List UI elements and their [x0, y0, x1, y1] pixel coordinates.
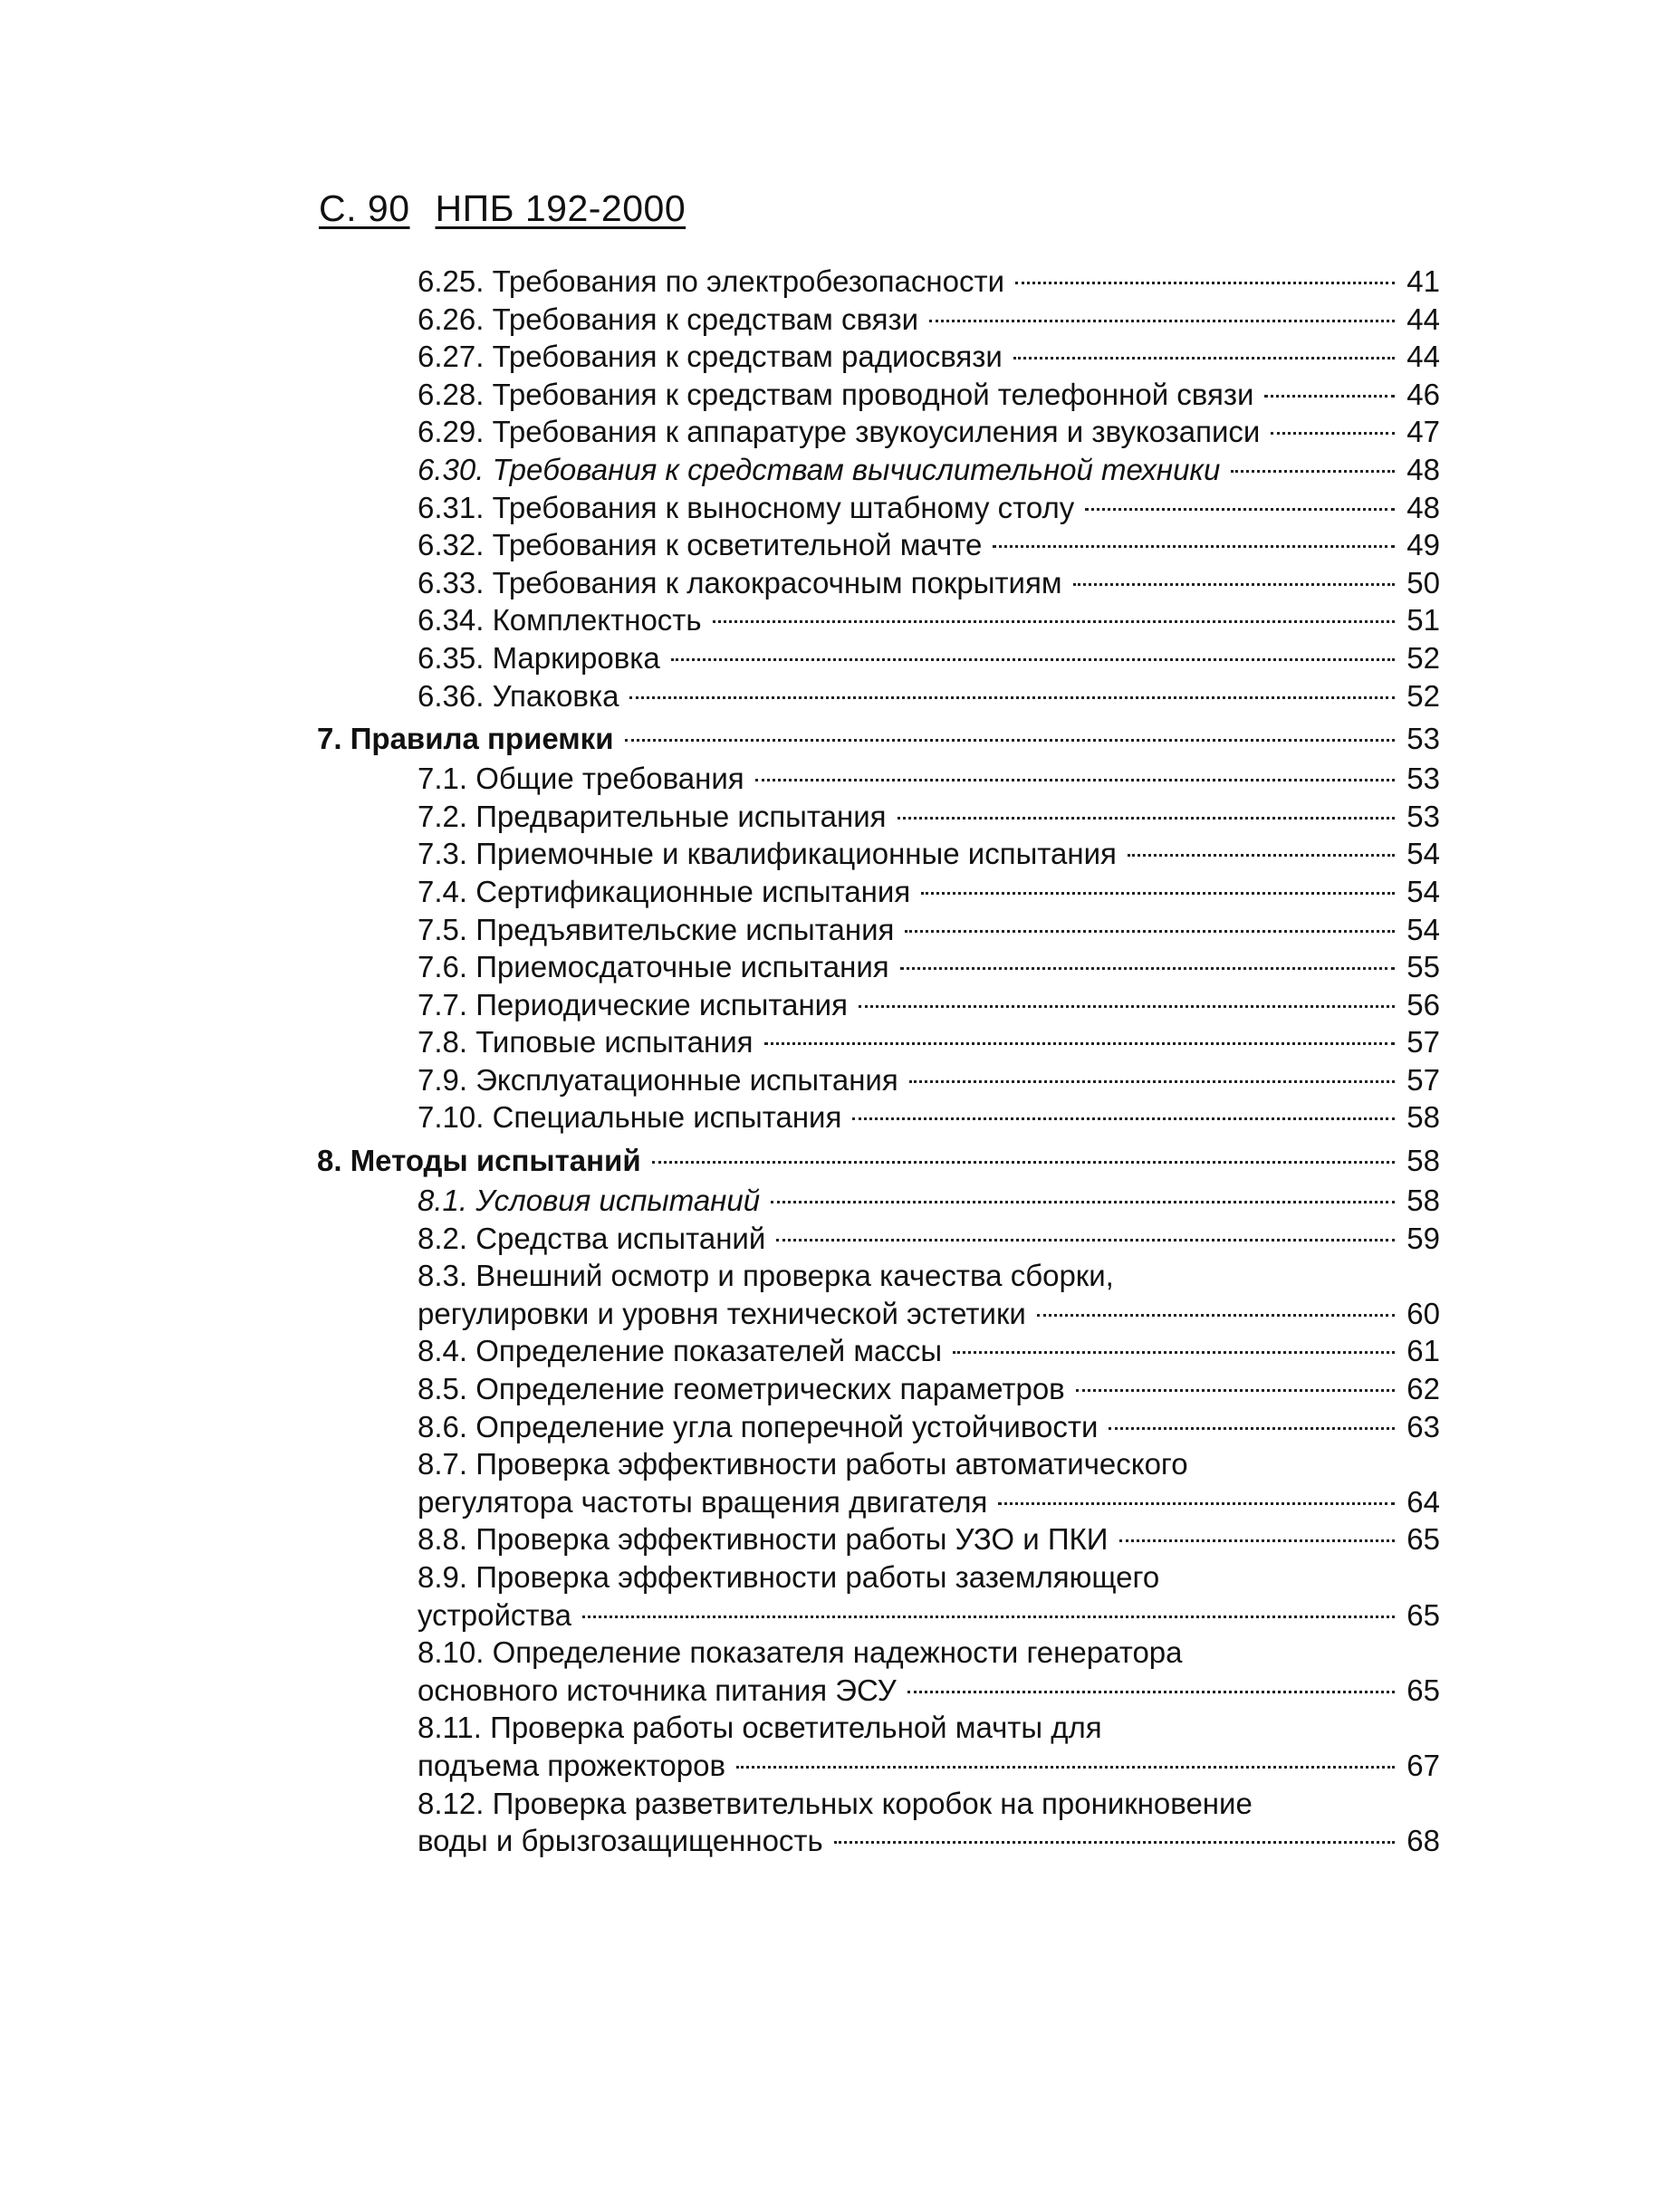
- toc-entry-title: 6.27. Требования к средствам радиосвязи: [418, 340, 1003, 374]
- dot-leader: [713, 620, 1395, 623]
- toc-page-number: 50: [1406, 565, 1440, 599]
- toc-page-number: 53: [1406, 762, 1440, 796]
- toc-page-number: 53: [1406, 799, 1440, 833]
- toc-entry-title: 8. Методы испытаний: [317, 1144, 641, 1178]
- toc-entry: [418, 1370, 1440, 1408]
- toc-entry-title: 6.35. Маркировка: [418, 640, 660, 675]
- toc-page-number: 68: [1406, 1824, 1440, 1858]
- toc-row: [0, 1445, 1680, 1483]
- toc-page-number: 62: [1406, 1372, 1440, 1406]
- toc-page-number: 51: [1406, 603, 1440, 638]
- dot-leader: [625, 739, 1396, 742]
- toc-row: [0, 1709, 1680, 1747]
- toc-entry: [418, 1332, 1440, 1370]
- toc-entry-title: 6.29. Требования к аппаратуре звукоусиления и звукозаписи: [418, 415, 1261, 449]
- toc-entry: [418, 1672, 1440, 1710]
- dot-leader: [764, 1042, 1396, 1045]
- toc-entry-title: устройства: [418, 1597, 572, 1632]
- toc-entry: [317, 1139, 1440, 1182]
- toc-entry-title: 7.5. Предъявительские испытания: [418, 912, 895, 946]
- dot-leader: [1085, 508, 1395, 511]
- toc-entry: [418, 1520, 1440, 1558]
- toc-row: [0, 639, 1680, 677]
- toc-entry: [418, 489, 1440, 527]
- dot-leader: [998, 1502, 1395, 1505]
- toc-entry-title: 7.4. Сертификационные испытания: [418, 874, 911, 908]
- toc-entry: [418, 1220, 1440, 1258]
- dot-leader: [929, 320, 1395, 322]
- toc-page-number: 46: [1406, 377, 1440, 411]
- toc-entry-title: 7.3. Приемочные и квалификационные испытания: [418, 837, 1117, 871]
- toc-page-number: 48: [1406, 490, 1440, 524]
- toc-page-number: 48: [1406, 452, 1440, 486]
- toc-row: [0, 677, 1680, 715]
- toc-entry-title: 6.32. Требования к осветительной мачте: [418, 528, 983, 562]
- dot-leader: [582, 1616, 1395, 1618]
- toc-entry: [418, 263, 1440, 301]
- toc-entry-title: 7.1. Общие требования: [418, 762, 744, 796]
- toc-entry: [418, 677, 1440, 715]
- toc-page-number: 54: [1406, 874, 1440, 908]
- toc-row: [0, 911, 1680, 949]
- toc-entry: [418, 1098, 1440, 1136]
- toc-row: [0, 1483, 1680, 1521]
- toc-row: [0, 760, 1680, 798]
- toc-section-row: [0, 1136, 1680, 1182]
- toc-entry-title: 7.2. Предварительные испытания: [418, 799, 887, 833]
- toc-page-number: 49: [1406, 528, 1440, 562]
- toc-entry-title: 8.5. Определение геометрических параметров: [418, 1372, 1065, 1406]
- toc-entry-title: 8.6. Определение угла поперечной устойчивости: [418, 1409, 1099, 1443]
- toc-row: [0, 263, 1680, 301]
- dot-leader: [909, 1080, 1395, 1083]
- toc-page-number: 56: [1406, 987, 1440, 1021]
- toc-entry: [418, 1596, 1440, 1635]
- toc-entry-title: 8.2. Средства испытаний: [418, 1221, 766, 1255]
- toc-entry-title: 8.7. Проверка эффективности работы автоматического: [418, 1447, 1188, 1481]
- toc-entry-title: основного источника питания ЭСУ: [418, 1673, 897, 1707]
- toc-row: [0, 1182, 1680, 1220]
- toc-page-number: 58: [1406, 1100, 1440, 1135]
- toc-entry-title: 7.9. Эксплуатационные испытания: [418, 1062, 898, 1097]
- toc-entry: [418, 1483, 1440, 1521]
- toc-entry: [418, 1023, 1440, 1061]
- toc-page-number: 63: [1406, 1409, 1440, 1443]
- page-number: С. 90: [319, 187, 410, 229]
- dot-leader: [671, 658, 1395, 661]
- toc-entry: [418, 338, 1440, 376]
- toc-entry: [418, 1182, 1440, 1220]
- dot-leader: [900, 967, 1395, 970]
- toc-entry-title: 8.8. Проверка эффективности работы УЗО и ПКИ: [418, 1522, 1109, 1557]
- toc-page-number: 52: [1406, 640, 1440, 675]
- toc-row: [0, 301, 1680, 339]
- toc-entry-title: 7.10. Специальные испытания: [418, 1100, 842, 1135]
- toc-row: [0, 835, 1680, 873]
- toc-entry: [418, 413, 1440, 451]
- toc-entry: [418, 564, 1440, 602]
- toc-section-row: [0, 714, 1680, 760]
- toc-entry: [418, 1257, 1114, 1295]
- toc-entry-title: 6.31. Требования к выносному штабному столу: [418, 490, 1075, 524]
- dot-leader: [652, 1161, 1395, 1164]
- toc-entry-title: регулировки и уровня технической эстетики: [418, 1296, 1026, 1330]
- toc-row: [0, 564, 1680, 602]
- toc-page-number: 61: [1406, 1334, 1440, 1368]
- dot-leader: [953, 1351, 1395, 1354]
- dot-leader: [1109, 1427, 1395, 1430]
- toc-page-number: 54: [1406, 837, 1440, 871]
- toc-page-number: 44: [1406, 340, 1440, 374]
- toc-page-number: 41: [1406, 264, 1440, 298]
- toc-entry: [418, 911, 1440, 949]
- toc-page-number: 60: [1406, 1296, 1440, 1330]
- toc-entry-title: воды и брызгозащищенность: [418, 1824, 823, 1858]
- toc-entry: [418, 526, 1440, 564]
- dot-leader: [898, 817, 1395, 820]
- toc-row: [0, 1558, 1680, 1596]
- dot-leader: [1231, 470, 1395, 473]
- dot-leader: [1264, 395, 1395, 398]
- toc-page-number: 58: [1406, 1144, 1440, 1178]
- dot-leader: [907, 1691, 1395, 1693]
- toc-entry: [418, 451, 1440, 489]
- toc-entry: [418, 601, 1440, 639]
- toc-entry: [418, 1709, 1102, 1747]
- toc-entry-title: 8.1. Условия испытаний: [418, 1184, 761, 1218]
- toc-page-number: 65: [1406, 1522, 1440, 1557]
- toc-entry: [418, 376, 1440, 414]
- toc-entry: [418, 798, 1440, 836]
- toc-entry-title: 8.4. Определение показателей массы: [418, 1334, 943, 1368]
- toc-entry: [418, 1747, 1440, 1785]
- toc-row: [0, 1634, 1680, 1672]
- toc-entry-title: 6.28. Требования к средствам проводной телефонной связи: [418, 377, 1254, 411]
- dot-leader: [1015, 282, 1395, 284]
- toc-page-number: 65: [1406, 1673, 1440, 1707]
- toc-entry-title: 7.7. Периодические испытания: [418, 987, 848, 1021]
- toc-entry: [418, 1822, 1440, 1860]
- dot-leader: [1076, 1389, 1395, 1392]
- dot-leader: [1037, 1314, 1395, 1317]
- toc-row: [0, 1098, 1680, 1136]
- toc-entry: [418, 1785, 1253, 1823]
- toc-entry: [418, 639, 1440, 677]
- toc-row: [0, 798, 1680, 836]
- dot-leader: [852, 1117, 1395, 1120]
- toc-row: [0, 413, 1680, 451]
- toc-row: [0, 1747, 1680, 1785]
- toc-page-number: 59: [1406, 1221, 1440, 1255]
- dot-leader: [755, 779, 1395, 781]
- dot-leader: [921, 892, 1395, 895]
- toc-row: [0, 1596, 1680, 1635]
- toc-entry-title: 8.12. Проверка разветвительных коробок на проникновение: [418, 1786, 1253, 1820]
- dot-leader: [905, 930, 1395, 933]
- toc-entry-title: 7.6. Приемосдаточные испытания: [418, 950, 889, 984]
- toc-entry-title: 6.36. Упаковка: [418, 678, 619, 713]
- toc-entry: [418, 1408, 1440, 1446]
- toc-row: [0, 1822, 1680, 1860]
- toc-entry-title: регулятора частоты вращения двигателя: [418, 1484, 988, 1519]
- toc-page-number: 65: [1406, 1597, 1440, 1632]
- toc-entry: [418, 301, 1440, 339]
- toc-entry: [418, 873, 1440, 911]
- toc-entry-title: 6.25. Требования по электробезопасности: [418, 264, 1005, 298]
- toc-row: [0, 1520, 1680, 1558]
- toc-row: [0, 451, 1680, 489]
- toc-row: [0, 1257, 1680, 1295]
- toc-entry-title: 8.11. Проверка работы осветительной мачты для: [418, 1711, 1102, 1745]
- toc-entry: [418, 1634, 1183, 1672]
- dot-leader: [1013, 357, 1395, 360]
- table-of-contents: [0, 263, 1680, 1860]
- page-header: [319, 187, 686, 230]
- toc-entry: [317, 717, 1440, 760]
- toc-row: [0, 1332, 1680, 1370]
- toc-page-number: 54: [1406, 912, 1440, 946]
- dot-leader: [776, 1239, 1395, 1242]
- toc-entry: [418, 986, 1440, 1024]
- toc-entry-title: 8.3. Внешний осмотр и проверка качества сборки,: [418, 1259, 1114, 1293]
- toc-entry-title: 6.34. Комплектность: [418, 603, 702, 638]
- toc-page-number: 67: [1406, 1748, 1440, 1782]
- toc-row: [0, 948, 1680, 986]
- toc-row: [0, 986, 1680, 1024]
- toc-entry: [418, 1558, 1159, 1596]
- toc-page-number: 52: [1406, 678, 1440, 713]
- toc-entry: [418, 760, 1440, 798]
- toc-row: [0, 489, 1680, 527]
- toc-row: [0, 601, 1680, 639]
- toc-row: [0, 873, 1680, 911]
- toc-entry: [418, 835, 1440, 873]
- toc-page-number: 58: [1406, 1184, 1440, 1218]
- toc-row: [0, 1061, 1680, 1099]
- toc-entry-title: 8.9. Проверка эффективности работы заземляющего: [418, 1560, 1160, 1594]
- toc-page-number: 53: [1406, 722, 1440, 756]
- toc-entry-title: 6.33. Требования к лакокрасочным покрытиям: [418, 565, 1062, 599]
- dot-leader: [1073, 583, 1395, 586]
- dot-leader: [993, 545, 1395, 548]
- dot-leader: [834, 1841, 1395, 1844]
- toc-row: [0, 1370, 1680, 1408]
- toc-entry: [418, 1445, 1188, 1483]
- toc-row: [0, 376, 1680, 414]
- dot-leader: [1128, 854, 1395, 857]
- dot-leader: [859, 1005, 1395, 1008]
- dot-leader: [1271, 432, 1395, 435]
- toc-page-number: 44: [1406, 302, 1440, 336]
- toc-entry-title: 7.8. Типовые испытания: [418, 1025, 754, 1059]
- toc-entry-title: 6.30. Требования к средствам вычислительной техники: [418, 452, 1221, 486]
- toc-entry: [418, 1061, 1440, 1099]
- toc-row: [0, 1785, 1680, 1823]
- toc-entry: [418, 948, 1440, 986]
- dot-leader: [736, 1766, 1395, 1769]
- toc-entry-title: 8.10. Определение показателя надежности генератора: [418, 1635, 1183, 1670]
- dot-leader: [771, 1201, 1395, 1203]
- dot-leader: [629, 696, 1395, 699]
- toc-page-number: 47: [1406, 415, 1440, 449]
- toc-entry-title: подъема прожекторов: [418, 1748, 725, 1782]
- toc-row: [0, 1408, 1680, 1446]
- toc-row: [0, 1023, 1680, 1061]
- toc-row: [0, 1672, 1680, 1710]
- toc-page-number: 64: [1406, 1484, 1440, 1519]
- toc-page-number: 55: [1406, 950, 1440, 984]
- toc-page-number: 57: [1406, 1062, 1440, 1097]
- toc-row: [0, 526, 1680, 564]
- toc-entry-title: 6.26. Требования к средствам связи: [418, 302, 919, 336]
- document-code: НПБ 192-2000: [435, 187, 686, 229]
- toc-row: [0, 1220, 1680, 1258]
- dot-leader: [1119, 1539, 1396, 1542]
- toc-entry-title: 7. Правила приемки: [317, 722, 614, 756]
- toc-page-number: 57: [1406, 1025, 1440, 1059]
- toc-row: [0, 338, 1680, 376]
- toc-row: [0, 1295, 1680, 1333]
- toc-entry: [418, 1295, 1440, 1333]
